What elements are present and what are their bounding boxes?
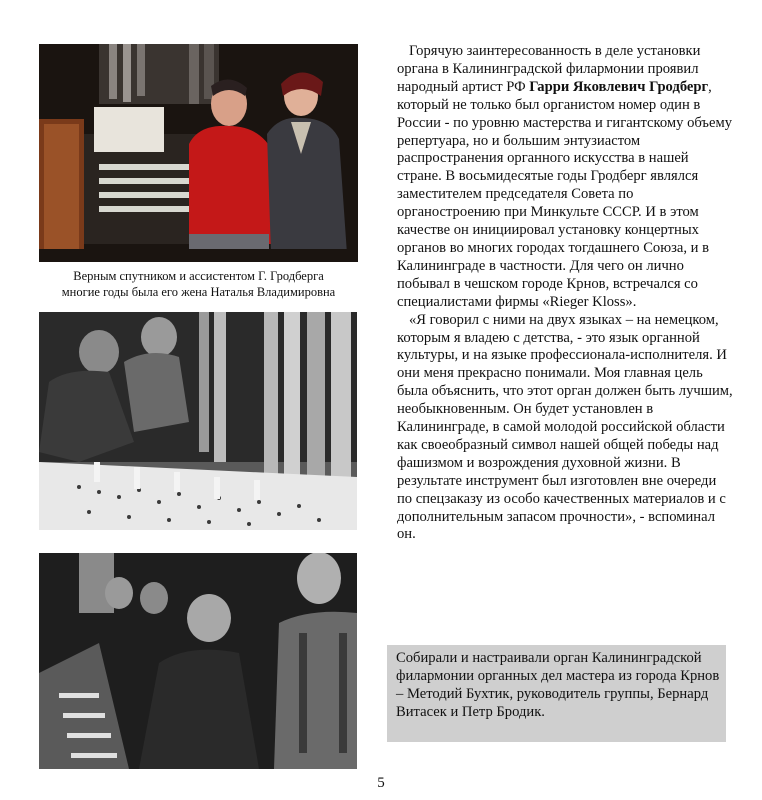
article-text [397, 43, 733, 544]
paragraph-1-intro: Горячую заинтересованность в деле установки органа в Калининградской филармонии проявил народный артист РФ [397, 43, 701, 95]
photo-organ-builders [39, 553, 357, 769]
photo-assembling-pipes [39, 312, 357, 530]
caption-line-1: Верным спутником и ассистентом Г. Гродберга [73, 269, 324, 283]
article-paragraph-2: «Я говорил с ними на двух языках – на немецком, которым я владею с детства, - это язык органной культуры, и на языке профессионала-исполнителя. И они меня прекрасно понимали. Моя главная цель была объяснить, что этот орган должен быть лучшим, необыкновенным. Он будет установлен в Калининграде, в самой молодой российской области как своеобразный символ нашей общей победы над фашизмом и возрождения духовной жизни. В результате инструмент был изготовлен вне очереди по спецзаказу из особо качественных материалов и с дополнительным запасом прочности», - вспоминал он. [397, 311, 733, 543]
page-number: 5 [377, 775, 385, 791]
person-name: Гарри Яковлевич Гродберг [529, 78, 709, 95]
article-paragraph-1 [397, 43, 733, 312]
caption-line-2: многие годы была его жена Наталья Владимировна [61, 285, 336, 299]
photo-caption [39, 268, 358, 300]
note-box [387, 645, 726, 742]
photo-organist-couple [39, 44, 358, 262]
note-box-text: Собирали и настраивали орган Калининградской филармонии органных дел мастера из города Крнов – Методий Бухтик, руководитель группы, Бернард Витасек и Петр Бродик. [396, 650, 720, 720]
paragraph-1-rest: , который не только был органистом номер один в России - по уровню мастерства и гигантскому объему репертуара, но и большим энтузиастом распространения органного искусства в нашей стране. В восьмидесятые годы Гродберг являлся заместителем председателя Совета по органостроению при Минкульте СССР. И в этом качестве он инициировал установку концертных органов во многих городах тогдашнего Союза, и в Калининграде в частности. Для чего он лично побывал в чешском городе Крнов, встречался со специалистами фирмы «Rieger Kloss». [397, 78, 732, 310]
